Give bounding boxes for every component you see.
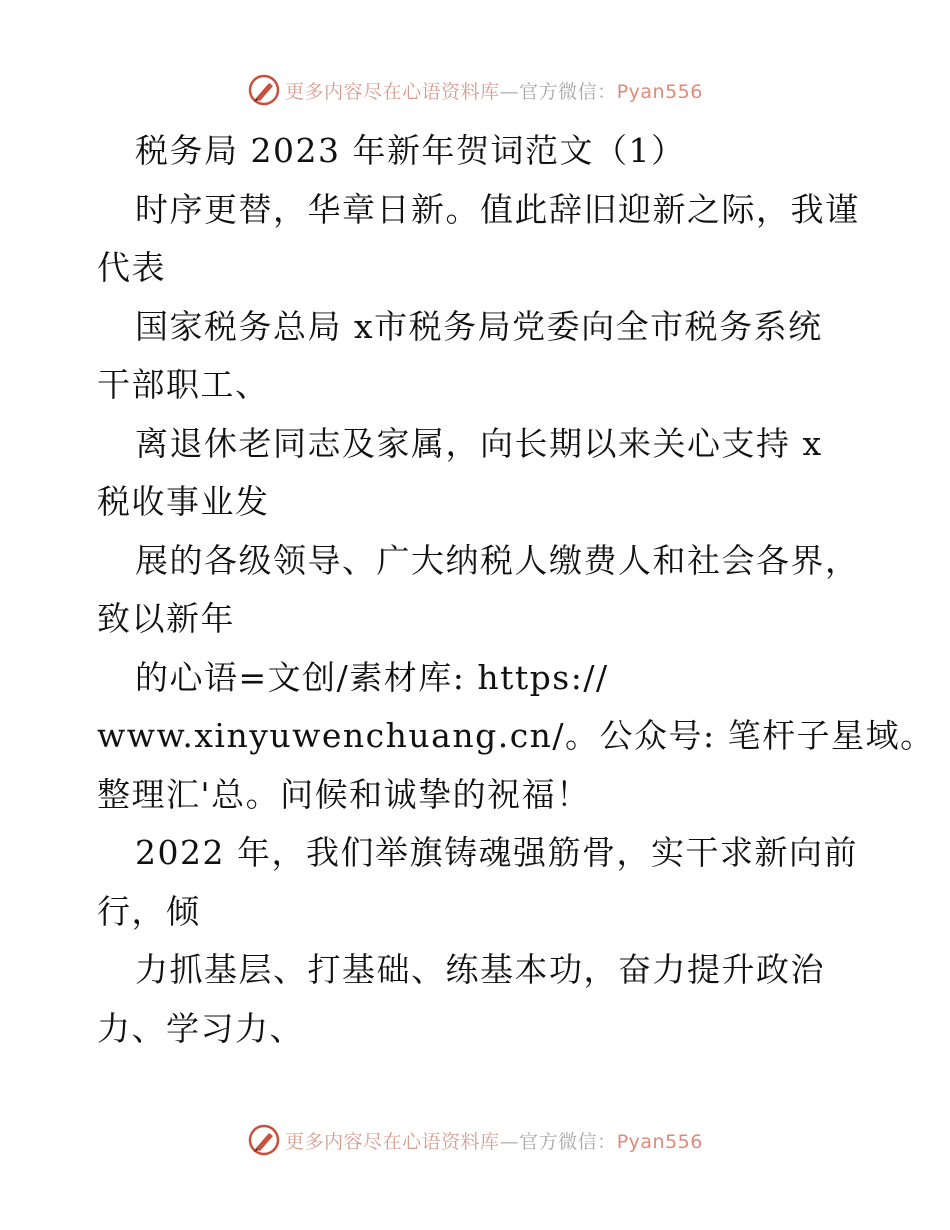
paragraph-line: 干部职工、 (97, 365, 270, 404)
footer-watermark (0, 1120, 950, 1160)
header-watermark (0, 70, 950, 110)
watermark-text: 更多内容尽在心语资料库—官方微信：Pyan556 (285, 80, 703, 103)
document-body (97, 122, 935, 1058)
document-title: 税务局 2023 年新年贺词范文（1） (135, 131, 686, 170)
paragraph-line: 的心语=文创/素材库: https:// (135, 657, 609, 697)
paragraph-line: 国家税务总局 x市税务局党委向全市税务系统 (135, 306, 823, 346)
paragraph-line: 税收事业发 (97, 482, 270, 521)
watermark-text: 更多内容尽在心语资料库—官方微信：Pyan556 (285, 1130, 703, 1153)
paragraph-line: 力抓基层、打基础、练基本功，奋力提升政治 (135, 950, 825, 989)
paragraph-line: 离退休老同志及家属，向长期以来关心支持 x (135, 423, 823, 463)
pen-logo-icon (247, 1123, 281, 1157)
url-line: www.xinyuwenchuang.cn/。公众号: 笔杆子星域。 (97, 716, 935, 755)
paragraph-line: 致以新年 (97, 599, 235, 638)
pen-logo-icon (247, 73, 281, 107)
paragraph-line: 展的各级领导、广大纳税人缴费人和社会各界， (135, 540, 860, 580)
paragraph-line: 2022 年，我们举旗铸魂强筋骨，实干求新向前 (135, 833, 858, 872)
paragraph-line: 行，倾 (97, 891, 201, 931)
paragraph-line: 代表 (97, 248, 166, 287)
paragraph-line: 时序更替，华章日新。值此辞旧迎新之际，我谨 (135, 189, 860, 229)
paragraph-line: 整理汇'总。问候和诚挚的祝福！ (97, 774, 591, 814)
paragraph-line: 力、学习力、 (97, 1008, 304, 1048)
